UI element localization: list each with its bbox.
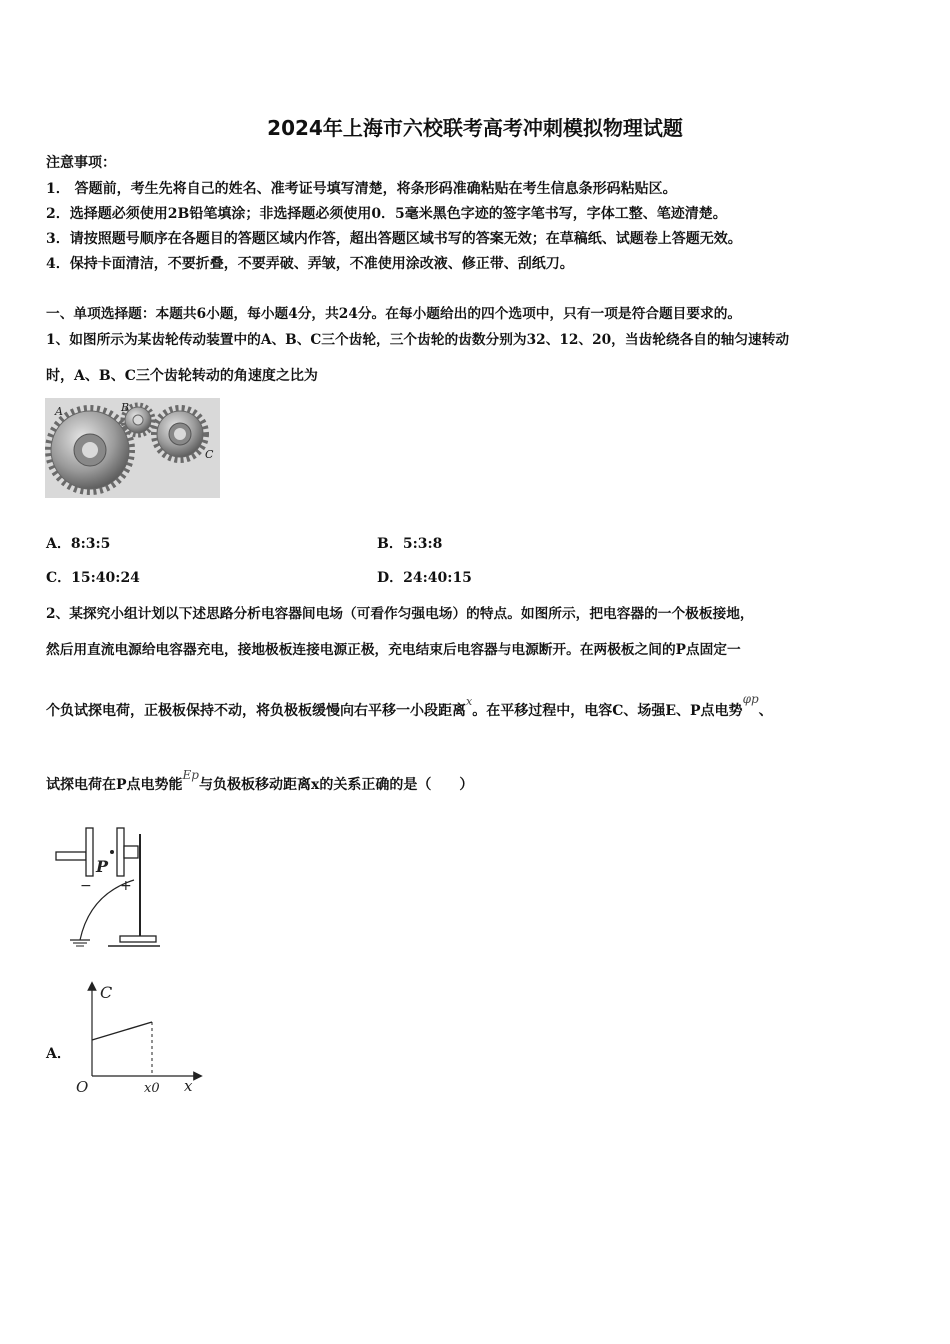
note-item-4: 4．保持卡面清洁，不要折叠，不要弄破、弄皱，不准使用涂改液、修正带、刮纸刀。 xyxy=(46,256,574,272)
note-item-3: 3．请按照题号顺序在各题目的答题区域内作答，超出答题区域书写的答案无效；在草稿纸、试题卷上答题无效。 xyxy=(46,231,742,247)
q1-option-d[interactable]: D．24:40:15 xyxy=(377,570,472,586)
symbol-ep: Ep xyxy=(182,768,199,782)
q1-line-1: 1、如图所示为某齿轮传动装置中的A、B、C三个齿轮，三个齿轮的齿数分别为32、12、20，当齿轮绕各自的轴匀速转动 xyxy=(46,332,790,348)
capacitance-line xyxy=(92,1022,152,1040)
positive-plate-icon xyxy=(117,828,138,876)
y-axis-label: C xyxy=(100,983,113,1002)
q2-option-a-label[interactable]: A． xyxy=(46,1046,71,1062)
gear-figure xyxy=(45,398,220,498)
q2-line-3-part-b: 。在平移过程中，电容C、场强E、P点电势 xyxy=(472,703,743,719)
point-p-label: P xyxy=(96,857,109,876)
q1-option-b[interactable]: B．5:3:8 xyxy=(377,536,443,552)
notes-heading: 注意事项： xyxy=(46,155,116,171)
q2-line-3-part-a: 个负试探电荷，正极板保持不动，将负极板缓慢向右平移一小段距离 xyxy=(46,703,466,719)
q2-line-3-part-c: 、 xyxy=(758,703,773,719)
q2-line-4-part-a: 试探电荷在P点电势能 xyxy=(46,777,183,793)
x-axis-label: x xyxy=(184,1077,193,1095)
section-heading: 一、单项选择题：本题共6小题，每小题4分，共24分。在每小题给出的四个选项中，只有一项是符合题目要求的。 xyxy=(46,306,742,322)
symbol-phi-p: φp xyxy=(742,692,759,706)
negative-plate-icon xyxy=(56,828,93,876)
gear-label-c: C xyxy=(205,448,214,461)
q2-line-4-part-b: 与负极板移动距离x的关系正确的是（ ） xyxy=(198,777,474,793)
note-item-2: 2．选择题必须使用2B铅笔填涂；非选择题必须使用0．5毫米黑色字迹的签字笔书写，字体工整、笔迹清楚。 xyxy=(46,206,727,222)
note-item-1: 1． 答题前，考生先将自己的姓名、准考证号填写清楚，将条形码准确粘贴在考生信息条形码粘贴区。 xyxy=(46,181,677,197)
minus-sign-label: − xyxy=(80,878,92,894)
symbol-x: x xyxy=(466,695,473,708)
q1-line-2: 时，A、B、C三个齿轮转动的角速度之比为 xyxy=(46,368,318,384)
q2-line-1: 2、某探究小组计划以下述思路分析电容器间电场（可看作匀强电场）的特点。如图所示，把电容器的一个极板接地， xyxy=(46,606,754,622)
capacitor-figure xyxy=(50,822,165,954)
q1-option-a[interactable]: A．8:3:5 xyxy=(46,536,111,552)
origin-label: O xyxy=(76,1078,89,1096)
plus-sign-label: + xyxy=(120,878,132,894)
x0-label: x0 xyxy=(144,1081,160,1096)
q1-option-c[interactable]: C．15:40:24 xyxy=(46,570,140,586)
gear-label-a: A xyxy=(55,405,63,418)
ground-icon xyxy=(70,940,90,946)
point-p-dot xyxy=(110,850,114,854)
q2-option-a-graph xyxy=(68,978,208,1100)
gear-label-b: B xyxy=(121,401,130,414)
page-title: 2024年上海市六校联考高考冲刺模拟物理试题 xyxy=(267,116,683,140)
q2-line-3 xyxy=(46,692,773,720)
q2-line-4 xyxy=(46,768,474,794)
q2-line-2: 然后用直流电源给电容器充电，接地极板连接电源正极，充电结束后电容器与电源断开。在两极板之间的P点固定一 xyxy=(46,642,741,658)
